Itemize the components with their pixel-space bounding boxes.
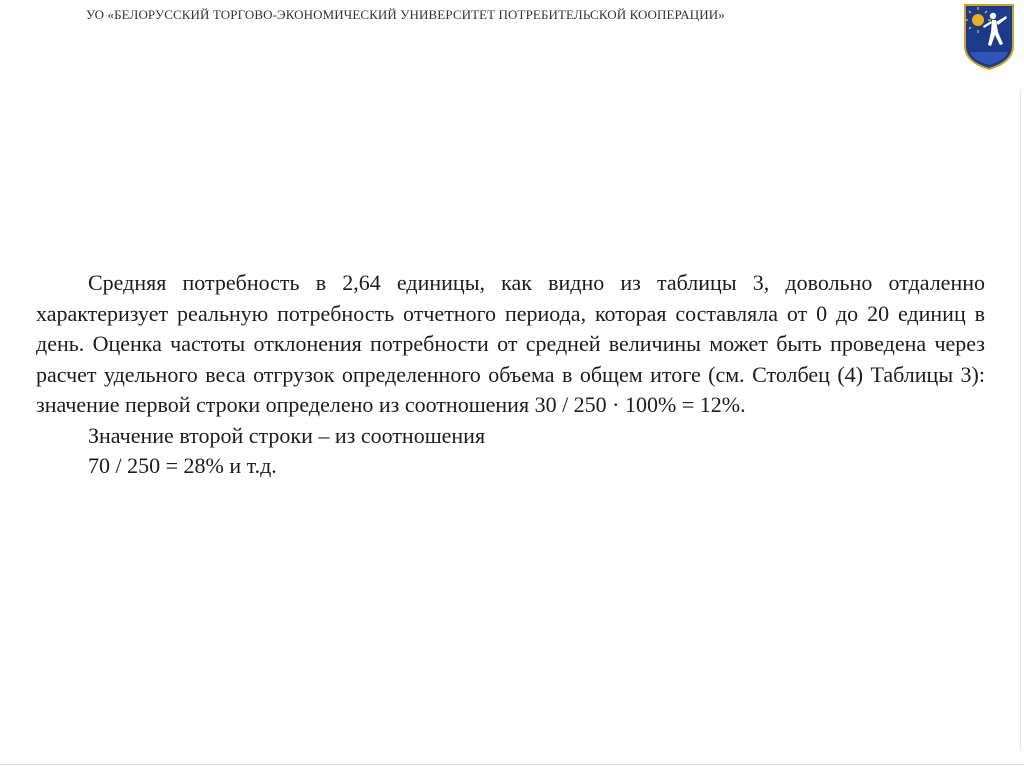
institution-header: УО «БЕЛОРУССКИЙ ТОРГОВО-ЭКОНОМИЧЕСКИЙ УНИВЕРСИТЕТ ПОТРЕБИТЕЛЬСКОЙ КООПЕРАЦИИ» (86, 7, 725, 22)
paragraph-second-row: Значение второй строки – из соотношения (88, 422, 486, 448)
paragraph-main: Средняя потребность в 2,64 единицы, как видно из таблицы 3, довольно отдаленно характеризует реальную потребность отчетного периода, которая составляла от 0 до 20 единиц в день. Оценка частоты отклонения потребности от средней величины может быть проведена через расчет удельного веса отгрузок определенного объема в общем итоге (см. Столбец (4) Таблицы 3): значение первой строки определено из соотношения 30 / 250 · 100% = 12%. (36, 270, 985, 417)
bottom-border (0, 764, 1024, 765)
paragraph-formula: 70 / 250 = 28% и т.д. (88, 453, 277, 478)
university-coat-of-arms-icon (962, 2, 1016, 72)
slide-body (36, 268, 985, 482)
right-border (1020, 90, 1021, 750)
